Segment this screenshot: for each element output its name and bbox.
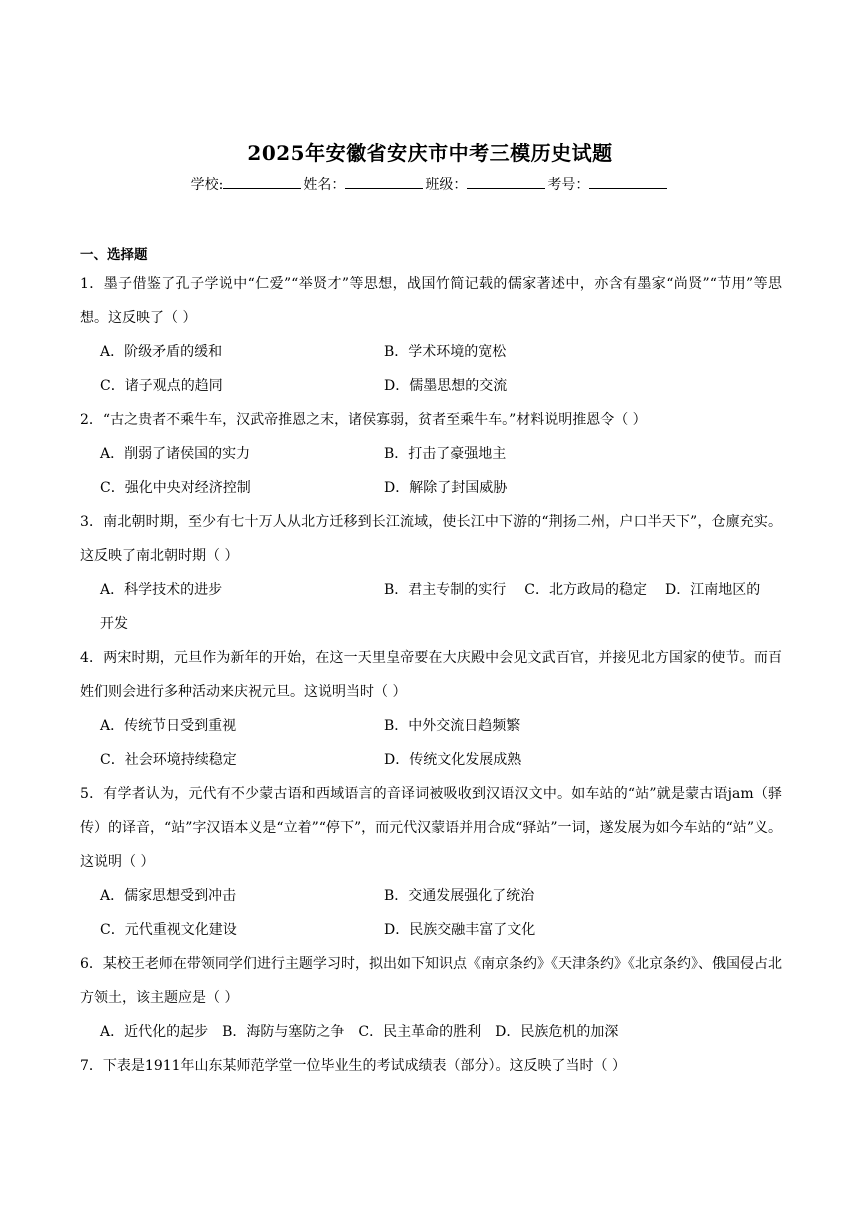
question-stem: 4．两宋时期，元旦作为新年的开始，在这一天里皇帝要在大庆殿中会见文武百官，并接见北方国家的使节。而百姓们则会进行多种活动来庆祝元旦。这说明当时（ ） — [80, 650, 782, 700]
option-d[interactable]: D．江南地区的 — [665, 582, 761, 598]
exam-number-blank[interactable] — [589, 174, 667, 189]
option-c[interactable]: C．元代重视文化建设 — [100, 922, 237, 938]
option-a[interactable]: A．近代化的起步 — [100, 1024, 209, 1040]
class-blank[interactable] — [467, 174, 545, 189]
option-a[interactable]: A．传统节日受到重视 — [100, 718, 237, 734]
name-label: 姓名： — [303, 177, 346, 193]
questions-list — [80, 267, 782, 1083]
option-row — [80, 437, 782, 471]
option-d[interactable]: D．儒墨思想的交流 — [384, 378, 508, 394]
school-blank[interactable] — [223, 174, 301, 189]
option-b[interactable]: B．中外交流日趋频繁 — [384, 718, 521, 734]
option-d[interactable]: D．民族危机的加深 — [495, 1024, 619, 1040]
option-d[interactable]: D．民族交融丰富了文化 — [384, 922, 536, 938]
option-b[interactable]: B．打击了豪强地主 — [384, 446, 507, 462]
question-stem: 5．有学者认为，元代有不少蒙古语和西域语言的音译词被吸收到汉语汉文中。如车站的“站”就是蒙古语jam（驿传）的译音，“站”字汉语本义是“立着”“停下”，而元代汉蒙语并用合成“驿站”一词，遂发展为如今车站的“站”义。这说明（ ） — [80, 786, 782, 870]
question-stem: 2．“古之贵者不乘牛车，汉武帝推恩之末，诸侯寡弱，贫者至乘牛车。”材料说明推恩令（ ） — [80, 412, 647, 428]
option-c[interactable]: C．社会环境持续稳定 — [100, 752, 237, 768]
name-blank[interactable] — [345, 174, 423, 189]
option-row — [80, 335, 782, 369]
option-row — [80, 471, 782, 505]
option-row — [80, 369, 782, 403]
option-a[interactable]: A．削弱了诸侯国的实力 — [100, 446, 251, 462]
option-d[interactable]: D．解除了封国威胁 — [384, 480, 508, 496]
option-d[interactable]: D．传统文化发展成熟 — [384, 752, 522, 768]
question-stem: 6．某校王老师在带领同学们进行主题学习时，拟出如下知识点《南京条约》《天津条约》《北京条约》、俄国侵占北方领土，该主题应是（ ） — [80, 956, 782, 1006]
option-row — [80, 879, 782, 913]
student-info-line — [0, 174, 860, 194]
option-c[interactable]: C．诸子观点的趋同 — [100, 378, 223, 394]
option-row — [80, 709, 782, 743]
exam-number-label: 考号： — [547, 177, 590, 193]
option-row — [80, 1015, 782, 1049]
option-c[interactable]: C．强化中央对经济控制 — [100, 480, 251, 496]
option-row — [80, 573, 782, 607]
option-row — [80, 743, 782, 777]
question-stem: 3．南北朝时期，至少有七十万人从北方迁移到长江流域，使长江中下游的“荆扬二州，户口半天下”，仓廪充实。这反映了南北朝时期（ ） — [80, 514, 782, 564]
option-d-continuation: 开发 — [100, 616, 128, 632]
option-b[interactable]: B．海防与塞防之争 — [222, 1024, 345, 1040]
school-label: 学校: — [190, 177, 224, 193]
option-b[interactable]: B．交通发展强化了统治 — [384, 888, 535, 904]
question-stem: 7．下表是1911年山东某师范学堂一位毕业生的考试成绩表（部分）。这反映了当时（ ） — [80, 1058, 626, 1074]
section-heading: 一、选择题 — [80, 247, 148, 263]
option-a[interactable]: A．阶级矛盾的缓和 — [100, 344, 223, 360]
exam-title: 2025年安徽省安庆市中考三模历史试题 — [247, 141, 613, 165]
option-c[interactable]: C．民主革命的胜利 — [358, 1024, 482, 1040]
option-a[interactable]: A．科学技术的进步 — [100, 582, 223, 598]
option-a[interactable]: A．儒家思想受到冲击 — [100, 888, 237, 904]
option-b[interactable]: B．君主专制的实行 — [384, 582, 507, 598]
option-c[interactable]: C．北方政局的稳定 — [524, 582, 648, 598]
option-row — [80, 913, 782, 947]
class-label: 班级： — [425, 177, 468, 193]
question-stem: 1．墨子借鉴了孔子学说中“仁爱”“举贤才”等思想，战国竹简记载的儒家著述中，亦含有墨家“尚贤”“节用”等思想。这反映了（ ） — [80, 276, 782, 326]
option-b[interactable]: B．学术环境的宽松 — [384, 344, 507, 360]
